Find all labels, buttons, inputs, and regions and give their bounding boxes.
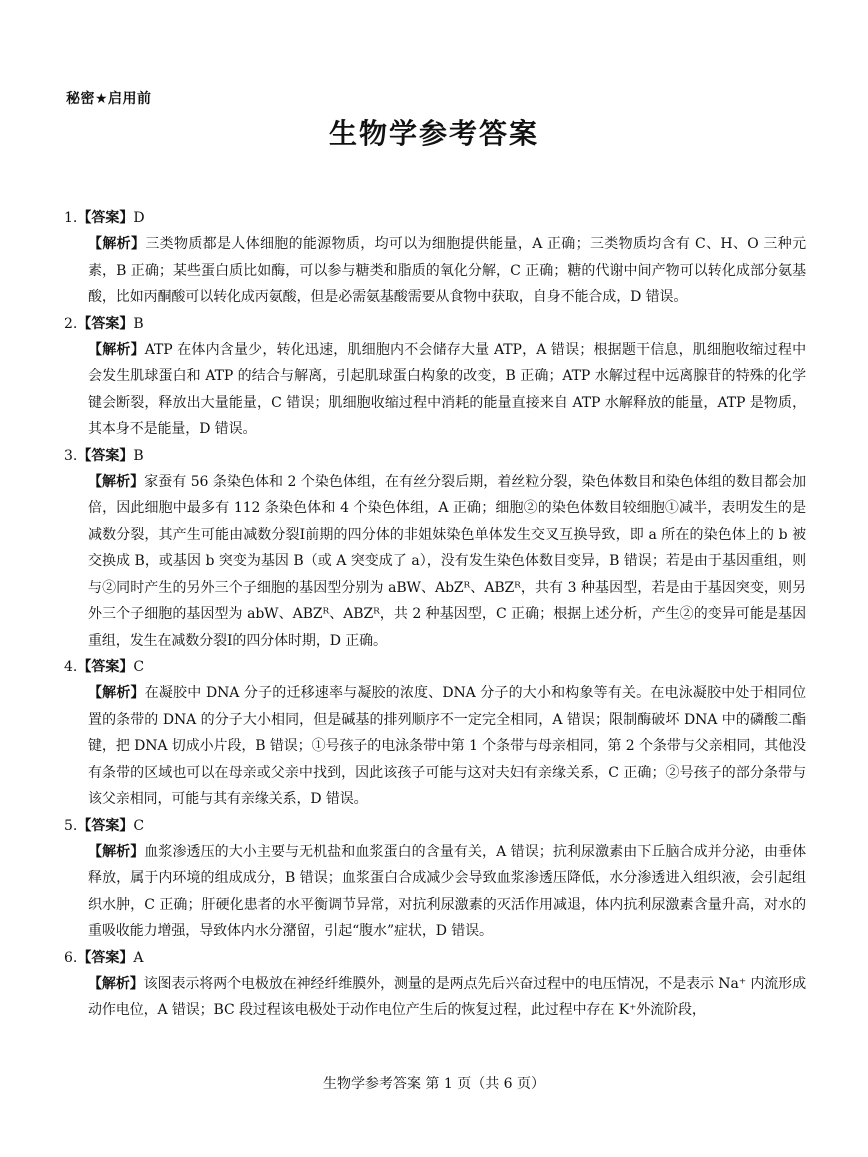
analysis-label: 【解析】 xyxy=(88,975,144,992)
answer-label: 【答案】 xyxy=(77,315,134,332)
question-number: 2. xyxy=(64,315,78,332)
question-number: 4. xyxy=(64,659,78,675)
question-item-4 xyxy=(64,654,806,813)
answer-value: D xyxy=(133,210,145,226)
analysis-text: 该图表示将两个电极放在神经纤维膜外，测量的是两点先后兴奋过程中的电压情况，不是表示 Na⁺ 内流形成动作电位，A 错误；BC 段过程该电极处于动作电位产生后的恢复过程，此过程中存在 K⁺外流阶段， xyxy=(88,975,806,1018)
answer-label: 【答案】 xyxy=(77,447,134,464)
page-footer: 生物学参考答案 第 1 页（共 6 页） xyxy=(322,1076,546,1092)
question-analysis xyxy=(64,337,806,443)
analysis-label: 【解析】 xyxy=(88,341,145,358)
question-number: 1. xyxy=(64,210,78,226)
question-item-1 xyxy=(64,205,806,311)
question-analysis xyxy=(64,971,806,1024)
question-answer xyxy=(64,205,806,231)
question-analysis xyxy=(64,469,806,655)
analysis-text: ATP 在体内含量少，转化迅速，肌细胞内不会储存大量 ATP，A 错误；根据题干信息，肌细胞收缩过程中会发生肌球蛋白和 ATP 的结合与解离，引起肌球蛋白构象的改变，B 正确；ATP 水解过程中远离腺苷的特殊的化学键会断裂，释放出大量能量，C 错误；肌细胞收缩过程中消耗的能量直接来自 ATP 水解释放的能量，ATP 是物质，其本身不是能量，D 错误。 xyxy=(88,341,806,437)
question-item-6 xyxy=(64,945,806,1024)
question-number: 5. xyxy=(64,817,78,834)
question-item-5 xyxy=(64,813,806,945)
question-answer xyxy=(64,945,806,971)
secret-label: 秘密★启用前 xyxy=(66,91,152,107)
analysis-label: 【解析】 xyxy=(88,685,145,701)
analysis-label: 【解析】 xyxy=(88,473,145,490)
page-title: 生物学参考答案 xyxy=(328,117,539,150)
question-answer xyxy=(64,654,806,680)
question-analysis xyxy=(64,680,806,813)
analysis-text: 血浆渗透压的大小主要与无机盐和血浆蛋白的含量有关，A 错误；抗利尿激素由下丘脑合成并分泌，由垂体释放，属于内环境的组成成分，B 错误；血浆蛋白合成减少会导致血浆渗透压降低，水分渗透进入组织液，会引起组织水肿，C 正确；肝硬化患者的水平衡调节异常，对抗利尿激素的灭活作用减退，体内抗利尿激素含量升高，对水的重吸收能力增强，导致体内水分潴留，引起“腹水”症状，D 错误。 xyxy=(88,843,806,939)
analysis-text: 在凝胶中 DNA 分子的迁移速率与凝胶的浓度、DNA 分子的大小和构象等有关。在电泳凝胶中处于相同位置的条带的 DNA 的分子大小相同，但是碱基的排列顺序不一定完全相同，A 错误；限制酶破坏 DNA 中的磷酸二酯键，把 DNA 切成小片段，B 错误；①号孩子的电泳条带中第 1 个条带与母亲相同，第 2 个条带与父亲相同，其他没有条带的区域也可以在母亲或父亲中找到，因此该孩子可能与这对夫妇有亲缘关系，C 正确；②号孩子的部分条带与该父亲相同，可能与其有亲缘关系，D 错误。 xyxy=(88,685,806,807)
answer-value: A xyxy=(133,949,144,966)
question-analysis xyxy=(64,231,806,311)
answer-label: 【答案】 xyxy=(77,210,134,226)
analysis-text: 家蚕有 56 条染色体和 2 个染色体组，在有丝分裂后期，着丝粒分裂，染色体数目和染色体组的数目都会加倍，因此细胞中最多有 112 条染色体和 4 个染色体组，A 正确；细胞②的染色体数目较细胞①减半，表明发生的是减数分裂，其产生可能由减数分裂Ⅰ前期的四分体的非姐妹染色单体发生交叉互换导致，即 a 所在的染色体上的 b 被交换成 B，或基因 b 突变为基因 B（或 A 突变成了 a），没有发生染色体数目变异，B 错误；若是由于基因重组，则与②同时产生的另外三个子细胞的基因型分别为 aBW、AbZᴿ、ABZᴿ，共有 3 种基因型，若是由于基因突变，则另外三个子细胞的基因型为 abW、ABZᴿ、ABZᴿ，共 2 种基因型，C 正确；根据上述分析，产生②的变异可能是基因重组，发生在减数分裂Ⅰ的四分体时期，D 正确。 xyxy=(88,473,806,649)
answer-value: C xyxy=(133,659,145,675)
analysis-label: 【解析】 xyxy=(88,843,145,860)
analysis-label: 【解析】 xyxy=(88,236,146,252)
answer-list xyxy=(64,205,806,1024)
question-answer xyxy=(64,311,806,337)
answer-label: 【答案】 xyxy=(77,817,134,834)
question-item-2 xyxy=(64,311,806,443)
question-number: 6. xyxy=(64,949,78,966)
answer-value: C xyxy=(133,817,145,834)
answer-label: 【答案】 xyxy=(77,949,134,966)
answer-label: 【答案】 xyxy=(77,659,134,675)
answer-value: B xyxy=(133,315,144,332)
analysis-text: 三类物质都是人体细胞的能源物质，均可以为细胞提供能量，A 正确；三类物质均含有 C、H、O 三种元素，B 正确；某些蛋白质比如酶，可以参与糖类和脂质的氧化分解，C 正确；糖的代谢中间产物可以转化成部分氨基酸，比如丙酮酸可以转化成丙氨酸，但是必需氨基酸需要从食物中获取，自身不能合成，D 错误。 xyxy=(88,236,806,305)
question-item-3 xyxy=(64,443,806,655)
question-answer xyxy=(64,813,806,839)
question-answer xyxy=(64,443,806,469)
answer-value: B xyxy=(133,447,144,464)
question-number: 3. xyxy=(64,447,78,464)
question-analysis xyxy=(64,839,806,945)
